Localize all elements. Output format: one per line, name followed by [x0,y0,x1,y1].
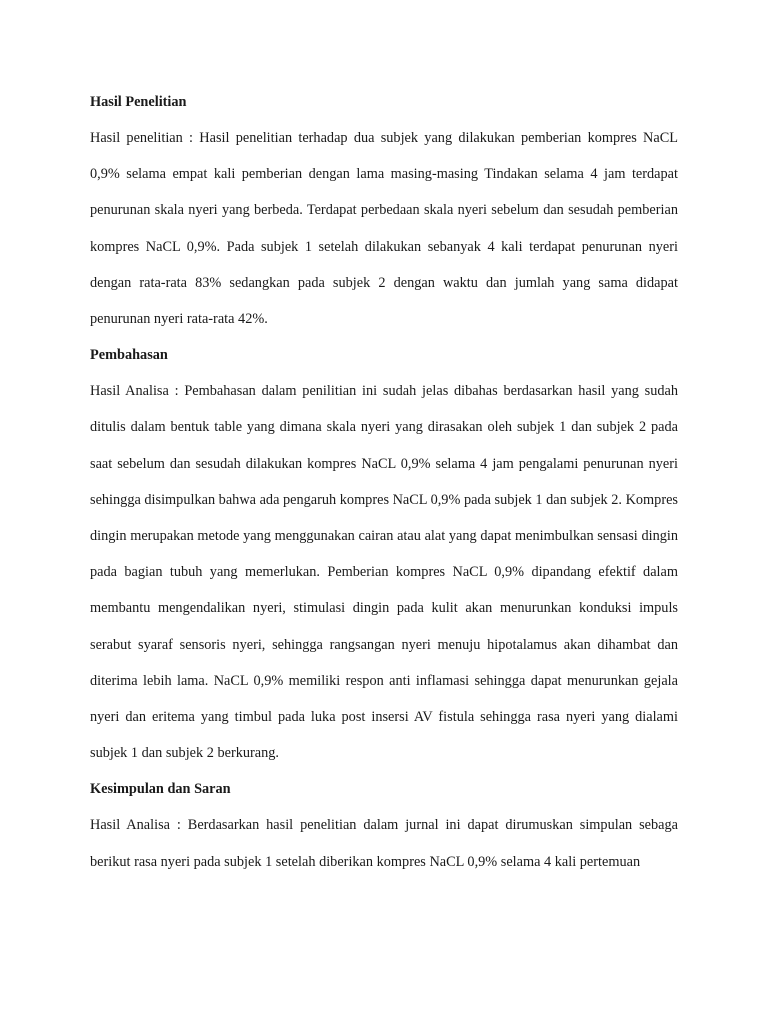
section-paragraph-kesimpulan-dan-saran: Hasil Analisa : Berdasarkan hasil penelitian dalam jurnal ini dapat dirumuskan simpulan sebaga berikut rasa nyeri pada subjek 1 setelah diberikan kompres NaCL 0,9% selama 4 kali pertemuan [90,817,678,870]
section-heading-kesimpulan-dan-saran: Kesimpulan dan Saran [90,781,231,798]
section-heading-pembahasan: Pembahasan [90,347,168,364]
section-heading-hasil-penelitian: Hasil Penelitian [90,94,187,110]
section-paragraph-pembahasan: Hasil Analisa : Pembahasan dalam penilitian ini sudah jelas dibahas berdasarkan hasil yang sudah ditulis dalam bentuk table yang dimana skala nyeri yang dirasakan oleh subjek 1 dan subjek 2 pada saat sebelum dan sesudah dilakukan kompres NaCL 0,9% selama 4 jam pengalami penurunan nyeri sehingga disimpulkan bahwa ada pengaruh kompres NaCL 0,9% pada subjek 1 dan subjek 2. Kompres dingin merupakan metode yang menggunakan cairan atau alat yang dapat menimbulkan sensasi dingin pada bagian tubuh yang memerlukan. Pemberian kompres NaCL 0,9% dipandang efektif dalam membantu mengendalikan nyeri, stimulasi dingin pada kulit akan menurunkan konduksi impuls serabut syaraf sensoris nyeri, sehingga rangsangan nyeri menuju hipotalamus akan dihambat dan diterima lebih lama. NaCL 0,9% memiliki respon anti inflamasi sehingga dapat menurunkan gejala nyeri dan eritema yang timbul pada luka post insersi AV fistula sehingga rasa nyeri yang dialami subjek 1 dan subjek 2 berkurang. [90,383,678,762]
document-page [90,84,678,880]
section-paragraph-hasil-penelitian: Hasil penelitian : Hasil penelitian terhadap dua subjek yang dilakukan pemberian kompres NaCL 0,9% selama empat kali pemberian dengan lama masing-masing Tindakan selama 4 jam terdapat penurunan skala nyeri yang berbeda. Terdapat perbedaan skala nyeri sebelum dan sesudah pemberian kompres NaCL 0,9%. Pada subjek 1 setelah dilakukan sebanyak 4 kali terdapat penurunan nyeri dengan rata-rata 83% sedangkan pada subjek 2 dengan waktu dan jumlah yang sama didapat penurunan nyeri rata-rata 42%. [90,130,678,328]
